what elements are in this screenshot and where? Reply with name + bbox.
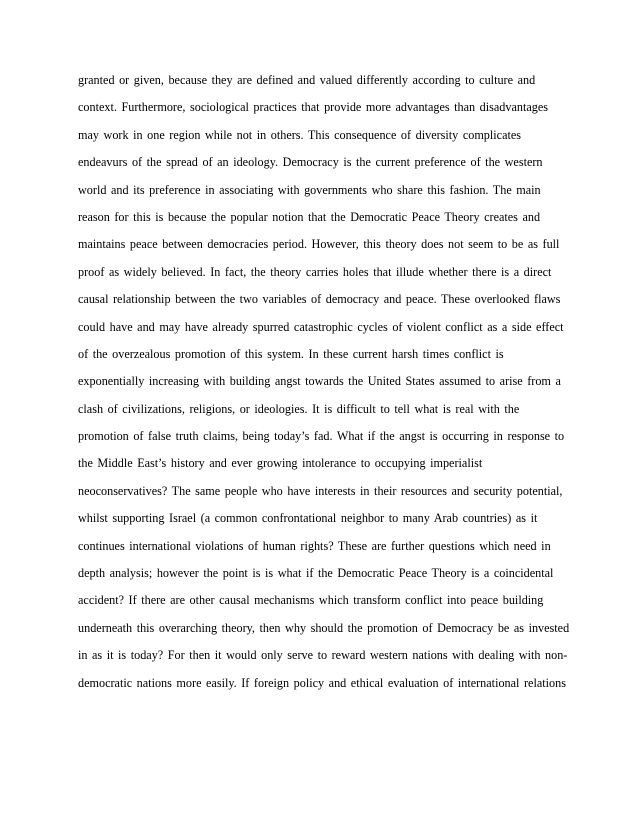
text-line-13: clash of civilizations, religions, or ideologies. It is difficult to tell what is real with the <box>78 401 520 416</box>
text-line-4: endeavurs of the spread of an ideology. Democracy is the current preference of the western <box>78 155 543 170</box>
text-line-16: neoconservatives? The same people who have interests in their resources and security potential, <box>78 483 563 498</box>
body-text <box>78 67 578 697</box>
text-line-5: world and its preference in associating with governments who share this fashion. The main <box>78 182 541 197</box>
text-line-10: could have and may have already spurred catastrophic cycles of violent conflict as a side effect <box>78 319 564 334</box>
text-line-7: maintains peace between democracies period. However, this theory does not seem to be as full <box>78 237 560 252</box>
text-line-21: underneath this overarching theory, then why should the promotion of Democracy be as invested <box>78 620 570 635</box>
text-line-22: in as it is today? For then it would only serve to reward western nations with dealing with non- <box>78 648 568 663</box>
text-line-12: exponentially increasing with building angst towards the United States assumed to arise from a <box>78 374 561 389</box>
text-line-18: continues international violations of human rights? These are further questions which need in <box>78 538 551 553</box>
text-line-15: the Middle East’s history and ever growing intolerance to occupying imperialist <box>78 456 483 471</box>
text-line-2: context. Furthermore, sociological practices that provide more advantages than disadvantages <box>78 100 549 115</box>
text-line-20: accident? If there are other causal mechanisms which transform conflict into peace building <box>78 593 544 608</box>
text-line-1: granted or given, because they are defined and valued differently according to culture and <box>78 73 536 87</box>
text-line-8: proof as widely believed. In fact, the theory carries holes that illude whether there is a direct <box>78 264 552 279</box>
text-line-17: whilst supporting Israel (a common confrontational neighbor to many Arab countries) as it <box>78 511 538 526</box>
text-line-19: depth analysis; however the point is is what if the Democratic Peace Theory is a coincidental <box>78 566 554 581</box>
text-line-23: democratic nations more easily. If foreign policy and ethical evaluation of international relations <box>78 675 566 690</box>
text-line-14: promotion of false truth claims, being today’s fad. What if the angst is occurring in response to <box>78 429 565 444</box>
text-line-11: of the overzealous promotion of this system. In these current harsh times conflict is <box>78 346 504 361</box>
text-line-9: causal relationship between the two variables of democracy and peace. These overlooked flaws <box>78 292 561 307</box>
text-line-6: reason for this is because the popular notion that the Democratic Peace Theory creates and <box>78 209 541 224</box>
text-line-3: may work in one region while not in others. This consequence of diversity complicates <box>78 127 522 142</box>
